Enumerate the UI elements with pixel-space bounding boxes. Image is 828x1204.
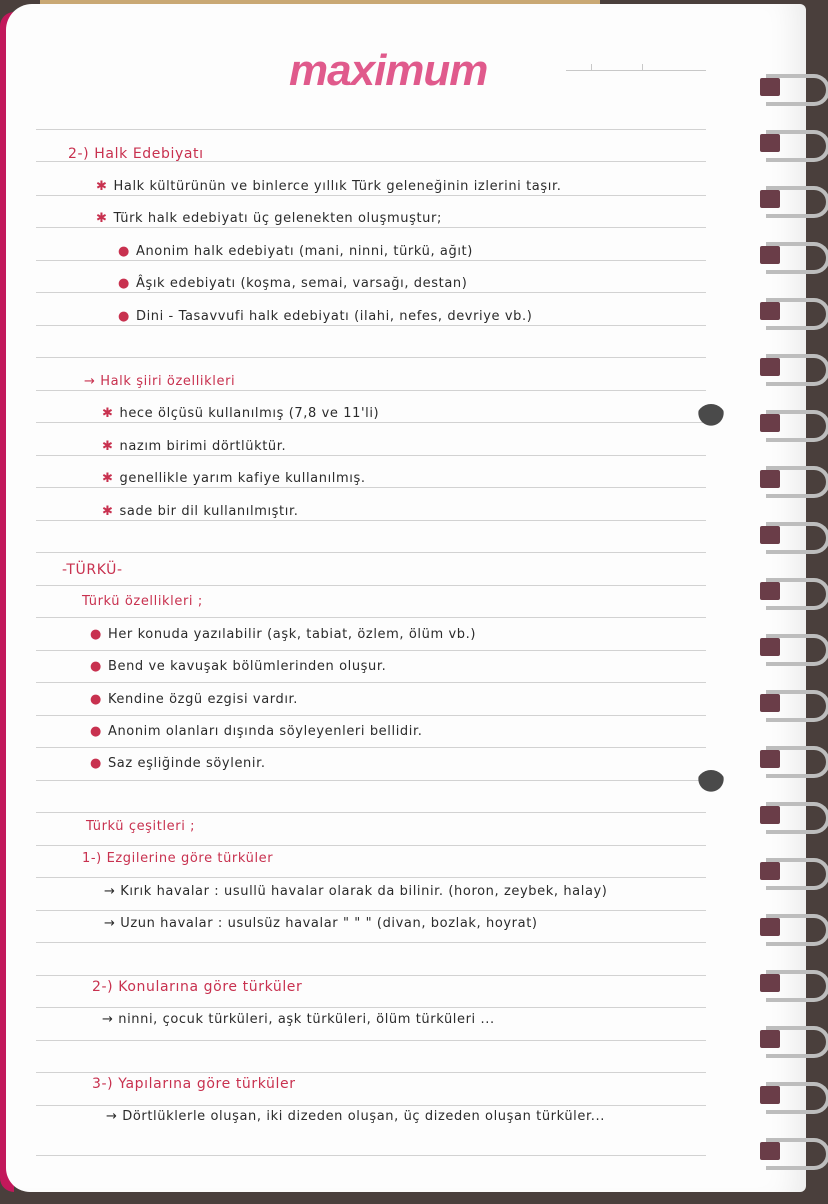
list-item: ● Bend ve kavuşak bölümlerinden oluşur. <box>90 659 387 674</box>
list-item: ● Kendine özgü ezgisi vardır. <box>90 692 299 707</box>
star-icon: ✱ <box>102 471 114 486</box>
spiral-ring <box>756 912 828 942</box>
spiral-ring <box>756 352 828 382</box>
section-title: Türkü çeşitleri ; <box>86 819 196 834</box>
ruled-line <box>36 487 706 488</box>
list-item: → ninni, çocuk türküleri, aşk türküleri, ölüm türküleri ... <box>102 1012 495 1027</box>
spiral-ring <box>756 1024 828 1054</box>
ruled-line <box>36 910 706 911</box>
spiral-ring <box>756 632 828 662</box>
dot-icon: ● <box>118 309 130 324</box>
spiral-ring <box>756 184 828 214</box>
ruled-line <box>36 227 706 228</box>
ruled-line <box>36 357 706 358</box>
dot-icon: ● <box>90 627 102 642</box>
list-item: ✱ Türk halk edebiyatı üç gelenekten oluşmuştur; <box>96 211 442 226</box>
date-field <box>566 70 706 71</box>
ruled-line <box>36 942 706 943</box>
date-divider <box>591 64 592 71</box>
date-divider <box>642 64 643 71</box>
dot-icon: ● <box>90 724 102 739</box>
brand-logo: maximum <box>289 46 488 95</box>
ruled-line <box>36 877 706 878</box>
dot-icon: ● <box>90 692 102 707</box>
subsection-title: 2-) Konularına göre türküler <box>92 979 303 995</box>
spiral-ring <box>756 1080 828 1110</box>
ruled-line <box>36 1105 706 1106</box>
punch-hole <box>696 770 726 800</box>
spiral-ring <box>756 464 828 494</box>
spiral-ring <box>756 408 828 438</box>
list-item: ✱ hece ölçüsü kullanılmış (7,8 ve 11'li) <box>102 406 380 421</box>
ruled-line <box>36 845 706 846</box>
list-item: ● Anonim halk edebiyatı (mani, ninni, türkü, ağıt) <box>118 244 473 259</box>
ruled-line <box>36 455 706 456</box>
section-subtitle: Türkü özellikleri ; <box>82 594 203 609</box>
section-title: → Halk şiiri özellikleri <box>84 374 236 389</box>
spiral-ring <box>756 856 828 886</box>
ruled-line <box>36 1155 706 1156</box>
dot-icon: ● <box>118 276 130 291</box>
list-item: ✱ Halk kültürünün ve binlerce yıllık Türk geleneğinin izlerini taşır. <box>96 179 562 194</box>
ruled-line <box>36 292 706 293</box>
star-icon: ✱ <box>102 504 114 519</box>
section-title: 2-) Halk Edebiyatı <box>68 146 204 162</box>
spiral-ring <box>756 576 828 606</box>
ruled-line <box>36 585 706 586</box>
dot-icon: ● <box>90 659 102 674</box>
notebook-page <box>6 4 806 1192</box>
ruled-line <box>36 780 706 781</box>
spiral-ring <box>756 968 828 998</box>
ruled-line <box>36 422 706 423</box>
spiral-ring <box>756 72 828 102</box>
ruled-line <box>36 520 706 521</box>
spiral-ring <box>756 744 828 774</box>
star-icon: ✱ <box>96 211 108 226</box>
subsection-title: 3-) Yapılarına göre türküler <box>92 1076 296 1092</box>
spiral-ring <box>756 1136 828 1166</box>
section-title: -TÜRKÜ- <box>62 562 123 578</box>
ruled-line <box>36 682 706 683</box>
spiral-ring <box>756 688 828 718</box>
spiral-ring <box>756 520 828 550</box>
ruled-line <box>36 1072 706 1073</box>
ruled-line <box>36 129 706 130</box>
list-item: ● Dini - Tasavvufi halk edebiyatı (ilahi, nefes, devriye vb.) <box>118 309 533 324</box>
ruled-line <box>36 650 706 651</box>
list-item: ● Saz eşliğinde söylenir. <box>90 756 266 771</box>
dot-icon: ● <box>118 244 130 259</box>
subsection-title: 1-) Ezgilerine göre türküler <box>82 851 274 866</box>
list-item: ● Âşık edebiyatı (koşma, semai, varsağı, destan) <box>118 276 468 291</box>
ruled-line <box>36 195 706 196</box>
list-item: ● Anonim olanları dışında söyleyenleri bellidir. <box>90 724 423 739</box>
star-icon: ✱ <box>96 179 108 194</box>
list-item: → Kırık havalar : usullü havalar olarak da bilinir. (horon, zeybek, halay) <box>104 884 608 899</box>
ruled-line <box>36 260 706 261</box>
spiral-ring <box>756 128 828 158</box>
ruled-line <box>36 1007 706 1008</box>
punch-hole <box>696 404 726 434</box>
list-item: → Uzun havalar : usulsüz havalar " " " (divan, bozlak, hoyrat) <box>104 916 538 931</box>
star-icon: ✱ <box>102 406 114 421</box>
ruled-line <box>36 715 706 716</box>
list-item: ● Her konuda yazılabilir (aşk, tabiat, özlem, ölüm vb.) <box>90 627 477 642</box>
star-icon: ✱ <box>102 439 114 454</box>
list-item: ✱ sade bir dil kullanılmıştır. <box>102 504 299 519</box>
ruled-line <box>36 390 706 391</box>
spiral-ring <box>756 296 828 326</box>
dot-icon: ● <box>90 756 102 771</box>
ruled-line <box>36 1040 706 1041</box>
ruled-line <box>36 325 706 326</box>
ruled-line <box>36 812 706 813</box>
ruled-line <box>36 552 706 553</box>
ruled-line <box>36 617 706 618</box>
list-item: ✱ genellikle yarım kafiye kullanılmış. <box>102 471 366 486</box>
list-item: ✱ nazım birimi dörtlüktür. <box>102 439 287 454</box>
list-item: → Dörtlüklerle oluşan, iki dizeden oluşan, üç dizeden oluşan türküler... <box>106 1109 605 1124</box>
ruled-line <box>36 747 706 748</box>
spiral-ring <box>756 800 828 830</box>
ruled-line <box>36 975 706 976</box>
spiral-ring <box>756 240 828 270</box>
